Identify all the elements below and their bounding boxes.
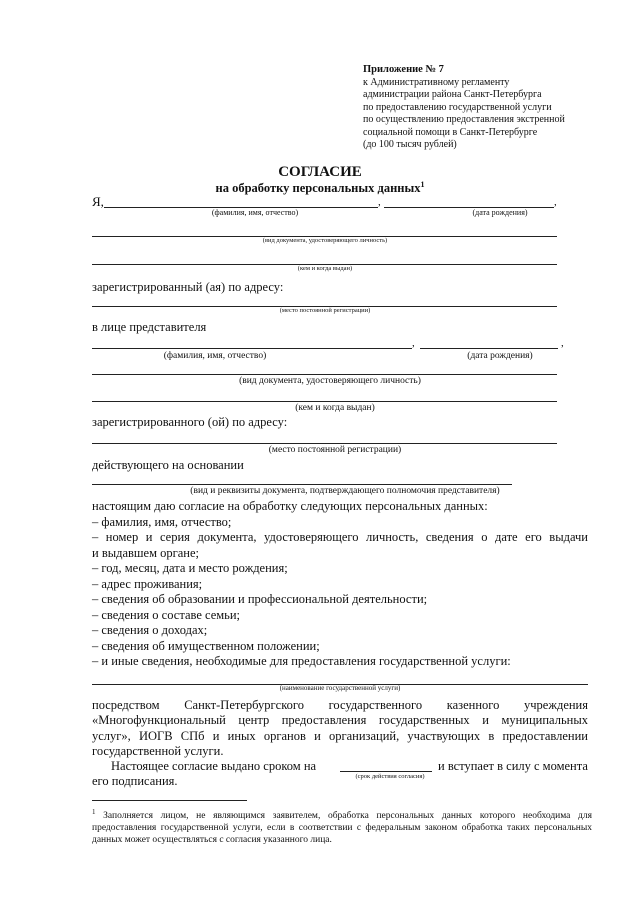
consent-item: – сведения о составе семьи; [92,608,241,622]
acting-label: действующего на основании [92,458,244,472]
caption-dob: (дата рождения) [472,208,528,217]
term-after: и вступает в силу с момента [438,759,588,773]
caption-authority: (вид и реквизиты документа, подтверждающего полномочия представителя) [190,486,500,496]
caption-fio: (фамилия, имя, отчество) [211,208,299,217]
caption-address: (место постоянной регистрации) [279,307,371,314]
consent-item: – адрес проживания; [92,577,203,591]
comma: , [554,196,557,208]
caption-issued: (кем и когда выдан) [297,265,353,272]
caption-rep-doc: (вид документа, удостоверяющего личность) [239,376,421,386]
footnote-number: 1 [92,808,96,816]
header-line: к Административному регламенту [363,76,510,88]
comma: , [561,337,564,349]
caption-rep-dob: (дата рождения) [467,351,533,361]
appendix-number: Приложение № 7 [363,64,444,75]
consent-intro: настоящим даю согласие на обработку следующих персональных данных: [92,499,488,513]
rep-doc-field[interactable] [92,374,557,375]
term-field[interactable] [340,771,432,772]
consent-item: – фамилия, имя, отчество; [92,515,232,529]
caption-rep-issued: (кем и когда выдан) [295,403,375,413]
rep-fio-field[interactable] [92,348,412,349]
footnote-mark: 1 [420,180,425,189]
paragraph-line: услуг», ИОГВ СПб и иных органов и организаций, участвующих в предоставлении [92,729,588,743]
caption-rep-address: (место постоянной регистрации) [268,445,402,455]
consent-item: – сведения о доходах; [92,623,208,637]
rep-issued-field[interactable] [92,401,557,402]
ya-label: Я, [92,194,104,209]
caption-service: (наименование государственной услуги) [279,684,401,692]
caption-term: (срок действия согласия) [355,773,425,780]
footnote [92,806,592,846]
consent-item: – год, месяц, дата и место рождения; [92,561,288,575]
appendix-header [363,64,565,152]
rep-registered-label: зарегистрированного (ой) по адресу: [92,415,288,429]
header-line: (до 100 тысяч рублей) [363,139,457,150]
caption-rep-fio: (фамилия, имя, отчество) [163,351,267,361]
consent-item: и выдавшем органе; [92,546,200,560]
consent-item: – сведения об образовании и профессиональной деятельности; [92,592,428,606]
consent-item: – номер и серия документа, удостоверяющего личность, сведения о дате его выдачи [92,530,588,544]
term-before: Настоящее согласие выдано сроком на [111,759,317,773]
header-line: по предоставлению государственной услуги [363,101,552,113]
subtitle-text: на обработку персональных данных [215,181,421,196]
footnote-text: Заполняется лицом, не являющимся заявителем, обработка персональных данных которого необходима для предоставления государственной услуги, если в соответствии с федеральным законом обработка таких персональных данных может осуществляться с согласия указанного лица. [92,811,592,846]
paragraph-line: посредством Санкт-Петербургского государственного казенного учреждения [92,698,588,712]
header-line: администрации района Санкт-Петербурга [363,89,542,100]
representative-label: в лице представителя [92,320,207,334]
registered-label: зарегистрированный (ая) по адресу: [92,280,284,294]
signing-text: его подписания. [92,774,178,788]
comma: , [378,196,381,208]
rep-address-field[interactable] [92,443,557,444]
consent-item: – и иные сведения, необходимые для предоставления государственной услуги: [92,654,511,668]
footnote-divider [92,800,247,801]
caption-doc: (вид документа, удостоверяющего личность) [262,237,388,244]
paragraph-line: государственной услуги. [92,744,224,758]
paragraph-line: «Многофункциональный центр предоставления государственных и муниципальных [92,713,588,727]
header-line: социальной помощи в Санкт-Петербурге [363,126,538,138]
header-line: по осуществлению предоставления экстренной [363,114,565,125]
rep-dob-field[interactable] [420,348,558,349]
authority-field[interactable] [92,484,512,485]
comma: , [412,337,415,349]
document-title: СОГЛАСИЕ [278,164,362,180]
consent-item: – сведения об имущественном положении; [92,639,320,653]
